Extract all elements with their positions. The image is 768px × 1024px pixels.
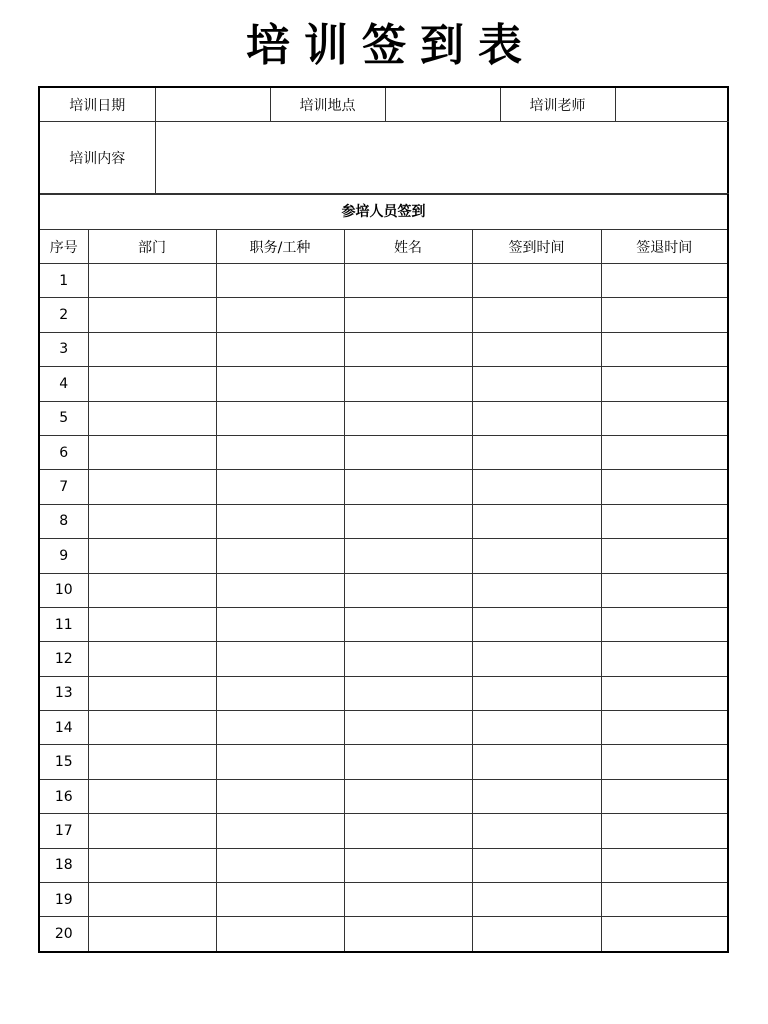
position-cell[interactable]: [216, 367, 344, 401]
row-number: 8: [40, 504, 88, 538]
department-cell[interactable]: [88, 883, 216, 917]
table-row: [40, 814, 727, 848]
name-cell[interactable]: [344, 883, 472, 917]
column-header: 签退时间: [601, 230, 727, 264]
position-cell[interactable]: [216, 711, 344, 745]
department-cell[interactable]: [88, 470, 216, 504]
position-cell[interactable]: [216, 917, 344, 951]
name-cell[interactable]: [344, 676, 472, 710]
name-cell[interactable]: [344, 848, 472, 882]
name-cell[interactable]: [344, 435, 472, 469]
sign-in-time-cell[interactable]: [472, 504, 601, 538]
department-cell[interactable]: [88, 264, 216, 298]
sign-in-time-cell[interactable]: [472, 883, 601, 917]
position-cell[interactable]: [216, 779, 344, 813]
sign-in-time-cell[interactable]: [472, 264, 601, 298]
table-row: [40, 745, 727, 779]
name-cell[interactable]: [344, 917, 472, 951]
training-info-table: [40, 88, 729, 194]
position-cell[interactable]: [216, 539, 344, 573]
column-header: 序号: [40, 230, 88, 264]
row-number: 15: [40, 745, 88, 779]
location-field[interactable]: [385, 88, 500, 122]
content-field[interactable]: [155, 122, 729, 194]
sign-in-sheet: [38, 86, 729, 953]
sign-out-time-cell[interactable]: [601, 642, 727, 676]
department-cell[interactable]: [88, 367, 216, 401]
table-row: [40, 573, 727, 607]
department-cell[interactable]: [88, 642, 216, 676]
department-cell[interactable]: [88, 848, 216, 882]
sign-in-time-cell[interactable]: [472, 539, 601, 573]
column-header: 职务/工种: [216, 230, 344, 264]
sign-out-time-cell[interactable]: [601, 607, 727, 641]
department-cell[interactable]: [88, 745, 216, 779]
attendee-table: [40, 230, 727, 951]
content-label: 培训内容: [40, 122, 155, 194]
name-cell[interactable]: [344, 504, 472, 538]
name-cell[interactable]: [344, 298, 472, 332]
table-row: [40, 676, 727, 710]
department-cell[interactable]: [88, 573, 216, 607]
position-cell[interactable]: [216, 332, 344, 366]
name-cell[interactable]: [344, 539, 472, 573]
department-cell[interactable]: [88, 607, 216, 641]
department-cell[interactable]: [88, 539, 216, 573]
sign-out-time-cell[interactable]: [601, 504, 727, 538]
department-cell[interactable]: [88, 504, 216, 538]
sign-in-time-cell[interactable]: [472, 779, 601, 813]
name-cell[interactable]: [344, 814, 472, 848]
column-header: 签到时间: [472, 230, 601, 264]
teacher-field[interactable]: [615, 88, 729, 122]
department-cell[interactable]: [88, 711, 216, 745]
table-row: [40, 504, 727, 538]
sign-out-time-cell[interactable]: [601, 367, 727, 401]
department-cell[interactable]: [88, 814, 216, 848]
table-row: [40, 848, 727, 882]
table-row: [40, 298, 727, 332]
position-cell[interactable]: [216, 401, 344, 435]
sign-in-time-cell[interactable]: [472, 401, 601, 435]
name-cell[interactable]: [344, 332, 472, 366]
department-cell[interactable]: [88, 332, 216, 366]
position-cell[interactable]: [216, 745, 344, 779]
department-cell[interactable]: [88, 676, 216, 710]
name-cell[interactable]: [344, 607, 472, 641]
section-title: 参培人员签到: [40, 194, 727, 230]
row-number: 18: [40, 848, 88, 882]
position-cell[interactable]: [216, 676, 344, 710]
table-row: [40, 917, 727, 951]
row-number: 9: [40, 539, 88, 573]
name-cell[interactable]: [344, 642, 472, 676]
table-row: [40, 332, 727, 366]
sign-in-time-cell[interactable]: [472, 298, 601, 332]
position-cell[interactable]: [216, 264, 344, 298]
sign-out-time-cell[interactable]: [601, 401, 727, 435]
row-number: 4: [40, 367, 88, 401]
sign-out-time-cell[interactable]: [601, 298, 727, 332]
sign-out-time-cell[interactable]: [601, 711, 727, 745]
name-cell[interactable]: [344, 573, 472, 607]
row-number: 19: [40, 883, 88, 917]
table-row: [40, 367, 727, 401]
position-cell[interactable]: [216, 883, 344, 917]
position-cell[interactable]: [216, 814, 344, 848]
sign-in-time-cell[interactable]: [472, 917, 601, 951]
department-cell[interactable]: [88, 298, 216, 332]
department-cell[interactable]: [88, 401, 216, 435]
position-cell[interactable]: [216, 470, 344, 504]
row-number: 6: [40, 435, 88, 469]
sign-in-time-cell[interactable]: [472, 470, 601, 504]
sign-in-time-cell[interactable]: [472, 367, 601, 401]
sign-in-time-cell[interactable]: [472, 607, 601, 641]
table-header-row: [40, 230, 727, 264]
name-cell[interactable]: [344, 711, 472, 745]
row-number: 12: [40, 642, 88, 676]
sign-out-time-cell[interactable]: [601, 814, 727, 848]
sign-out-time-cell[interactable]: [601, 539, 727, 573]
table-row: [40, 470, 727, 504]
column-header: 部门: [88, 230, 216, 264]
position-cell[interactable]: [216, 607, 344, 641]
name-cell[interactable]: [344, 367, 472, 401]
row-number: 1: [40, 264, 88, 298]
table-row: [40, 264, 727, 298]
name-cell[interactable]: [344, 745, 472, 779]
sign-in-time-cell[interactable]: [472, 814, 601, 848]
sign-in-time-cell[interactable]: [472, 745, 601, 779]
teacher-label: 培训老师: [500, 88, 615, 122]
row-number: 17: [40, 814, 88, 848]
table-row: [40, 401, 727, 435]
position-cell[interactable]: [216, 298, 344, 332]
row-number: 3: [40, 332, 88, 366]
table-row: [40, 607, 727, 641]
row-number: 16: [40, 779, 88, 813]
sign-out-time-cell[interactable]: [601, 470, 727, 504]
name-cell[interactable]: [344, 779, 472, 813]
position-cell[interactable]: [216, 573, 344, 607]
table-row: [40, 435, 727, 469]
sign-in-time-cell[interactable]: [472, 573, 601, 607]
department-cell[interactable]: [88, 435, 216, 469]
position-cell[interactable]: [216, 642, 344, 676]
department-cell[interactable]: [88, 917, 216, 951]
column-header: 姓名: [344, 230, 472, 264]
table-row: [40, 883, 727, 917]
department-cell[interactable]: [88, 779, 216, 813]
sign-out-time-cell[interactable]: [601, 848, 727, 882]
row-number: 7: [40, 470, 88, 504]
name-cell[interactable]: [344, 401, 472, 435]
name-cell[interactable]: [344, 264, 472, 298]
row-number: 13: [40, 676, 88, 710]
sign-out-time-cell[interactable]: [601, 573, 727, 607]
sign-out-time-cell[interactable]: [601, 779, 727, 813]
table-row: [40, 539, 727, 573]
sign-in-time-cell[interactable]: [472, 848, 601, 882]
row-number: 14: [40, 711, 88, 745]
date-field[interactable]: [155, 88, 270, 122]
page-title: 培训签到表: [246, 20, 536, 71]
table-row: [40, 711, 727, 745]
sign-in-time-cell[interactable]: [472, 711, 601, 745]
sign-out-time-cell[interactable]: [601, 883, 727, 917]
row-number: 20: [40, 917, 88, 951]
sign-in-time-cell[interactable]: [472, 676, 601, 710]
date-label: 培训日期: [40, 88, 155, 122]
name-cell[interactable]: [344, 470, 472, 504]
sign-out-time-cell[interactable]: [601, 332, 727, 366]
sign-out-time-cell[interactable]: [601, 676, 727, 710]
row-number: 10: [40, 573, 88, 607]
row-number: 11: [40, 607, 88, 641]
sign-in-time-cell[interactable]: [472, 332, 601, 366]
sign-in-time-cell[interactable]: [472, 435, 601, 469]
row-number: 5: [40, 401, 88, 435]
position-cell[interactable]: [216, 435, 344, 469]
table-row: [40, 779, 727, 813]
location-label: 培训地点: [270, 88, 385, 122]
position-cell[interactable]: [216, 848, 344, 882]
sign-in-time-cell[interactable]: [472, 642, 601, 676]
position-cell[interactable]: [216, 504, 344, 538]
row-number: 2: [40, 298, 88, 332]
sign-out-time-cell[interactable]: [601, 917, 727, 951]
sign-out-time-cell[interactable]: [601, 435, 727, 469]
sign-out-time-cell[interactable]: [601, 745, 727, 779]
table-row: [40, 642, 727, 676]
sign-out-time-cell[interactable]: [601, 264, 727, 298]
